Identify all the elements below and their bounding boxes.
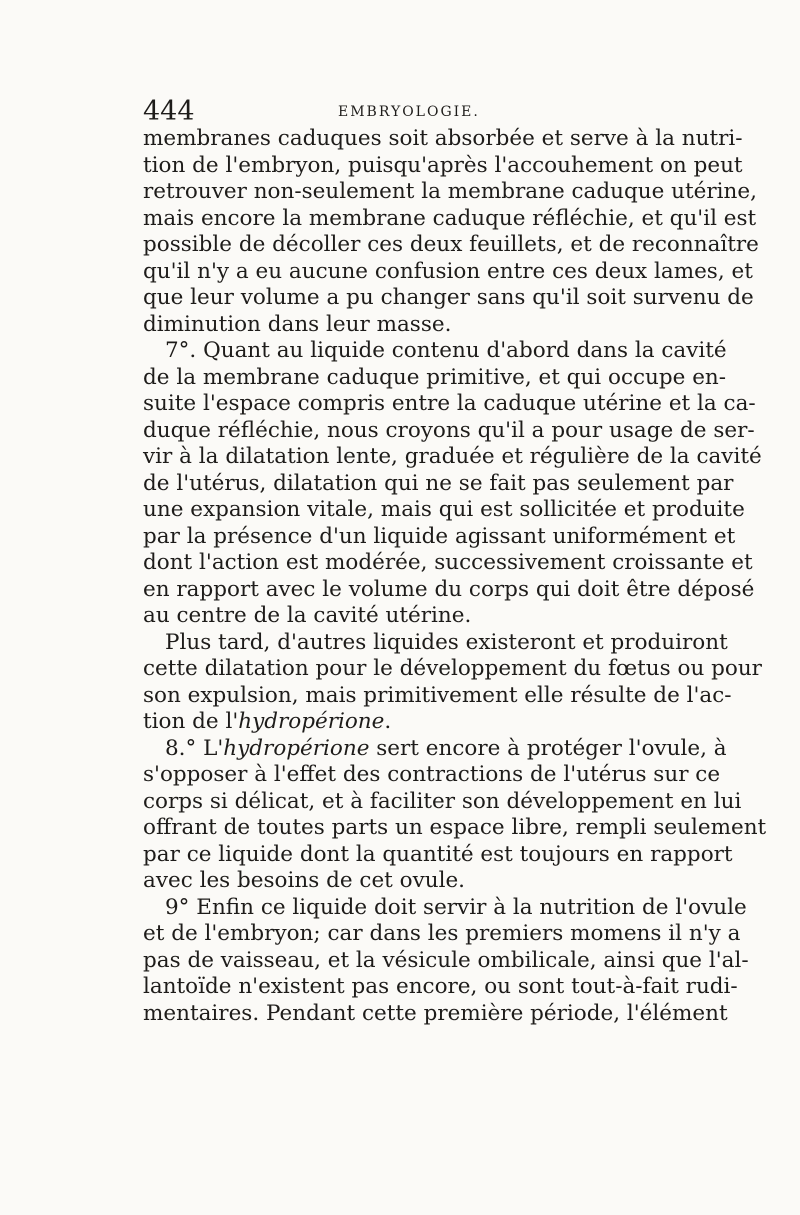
- page-header: [143, 96, 663, 130]
- text-line: et de l'embryon; car dans les premiers momens il n'y a: [143, 921, 741, 946]
- text-line: avec les besoins de cet ovule.: [143, 868, 466, 893]
- text-run: 8.° L': [165, 735, 224, 761]
- text-line: de l'utérus, dilatation qui ne se fait pas seulement par: [143, 470, 734, 496]
- text-line: corps si délicat, et à faciliter son développement en lui: [143, 788, 742, 814]
- text-run: tion de l': [143, 709, 239, 734]
- text-line: qu'il n'y a eu aucune confusion entre ces deux lames, et: [143, 258, 753, 284]
- text-line: offrant de toutes parts un espace libre, rempli seulement: [143, 815, 767, 840]
- text-line: diminution dans leur masse.: [143, 311, 452, 337]
- text-line: une expansion vitale, mais qui est sollicitée et produite: [143, 497, 745, 522]
- body-text: [143, 126, 767, 1027]
- text-line: de la membrane caduque primitive, et qui occupe en-: [143, 364, 727, 390]
- page-number: 444: [143, 96, 195, 127]
- text-line: par ce liquide dont la quantité est toujours en rapport: [143, 841, 733, 867]
- text-line: suite l'espace compris entre la caduque utérine et la ca-: [143, 391, 756, 416]
- running-head: EMBRYOLOGIE.: [338, 104, 480, 120]
- text-line: cette dilatation pour le développement du fœtus ou pour: [143, 656, 762, 681]
- text-line: 9° Enfin ce liquide doit servir à la nutrition de l'ovule: [165, 894, 747, 920]
- text-line: que leur volume a pu changer sans qu'il soit survenu de: [143, 285, 754, 310]
- text-line: [143, 709, 661, 736]
- text-line: possible de décoller ces deux feuillets, et de reconnaître: [143, 232, 759, 257]
- text-line: dont l'action est modérée, successivement croissante et: [143, 550, 753, 575]
- text-line: 7°. Quant au liquide contenu d'abord dans la cavité: [165, 338, 727, 363]
- text-line: mais encore la membrane caduque réfléchie, et qu'il est: [143, 205, 757, 231]
- text-line: par la présence d'un liquide agissant uniformément et: [143, 523, 736, 549]
- text-line: mentaires. Pendant cette première période, l'élément: [143, 1000, 728, 1026]
- text-run: sert encore à protéger l'ovule, à: [369, 735, 727, 761]
- italic-term: hydropérione: [223, 735, 370, 761]
- text-line: tion de l'embryon, puisqu'après l'accouhement on peut: [143, 152, 743, 178]
- text-line: s'opposer à l'effet des contractions de l'utérus sur ce: [143, 762, 721, 787]
- text-run: .: [384, 709, 392, 734]
- text-line: retrouver non-seulement la membrane caduque utérine,: [143, 179, 757, 204]
- text-line: en rapport avec le volume du corps qui doit être déposé: [143, 576, 755, 602]
- text-line: au centre de la cavité utérine.: [143, 603, 472, 628]
- text-line: membranes caduques soit absorbée et serve à la nutri-: [143, 126, 743, 151]
- text-line: [143, 735, 727, 763]
- text-line: son expulsion, mais primitivement elle résulte de l'ac-: [143, 682, 732, 708]
- italic-term: hydropérione: [238, 709, 385, 734]
- text-line: vir à la dilatation lente, graduée et régulière de la cavité: [143, 444, 762, 469]
- text-line: pas de vaisseau, et la vésicule ombilicale, ainsi que l'al-: [143, 947, 749, 973]
- text-line: lantoïde n'existent pas encore, ou sont tout-à-fait rudi-: [143, 974, 738, 999]
- text-line: duque réfléchie, nous croyons qu'il a pour usage de ser-: [143, 417, 755, 443]
- text-line: Plus tard, d'autres liquides existeront et produiront: [165, 629, 728, 655]
